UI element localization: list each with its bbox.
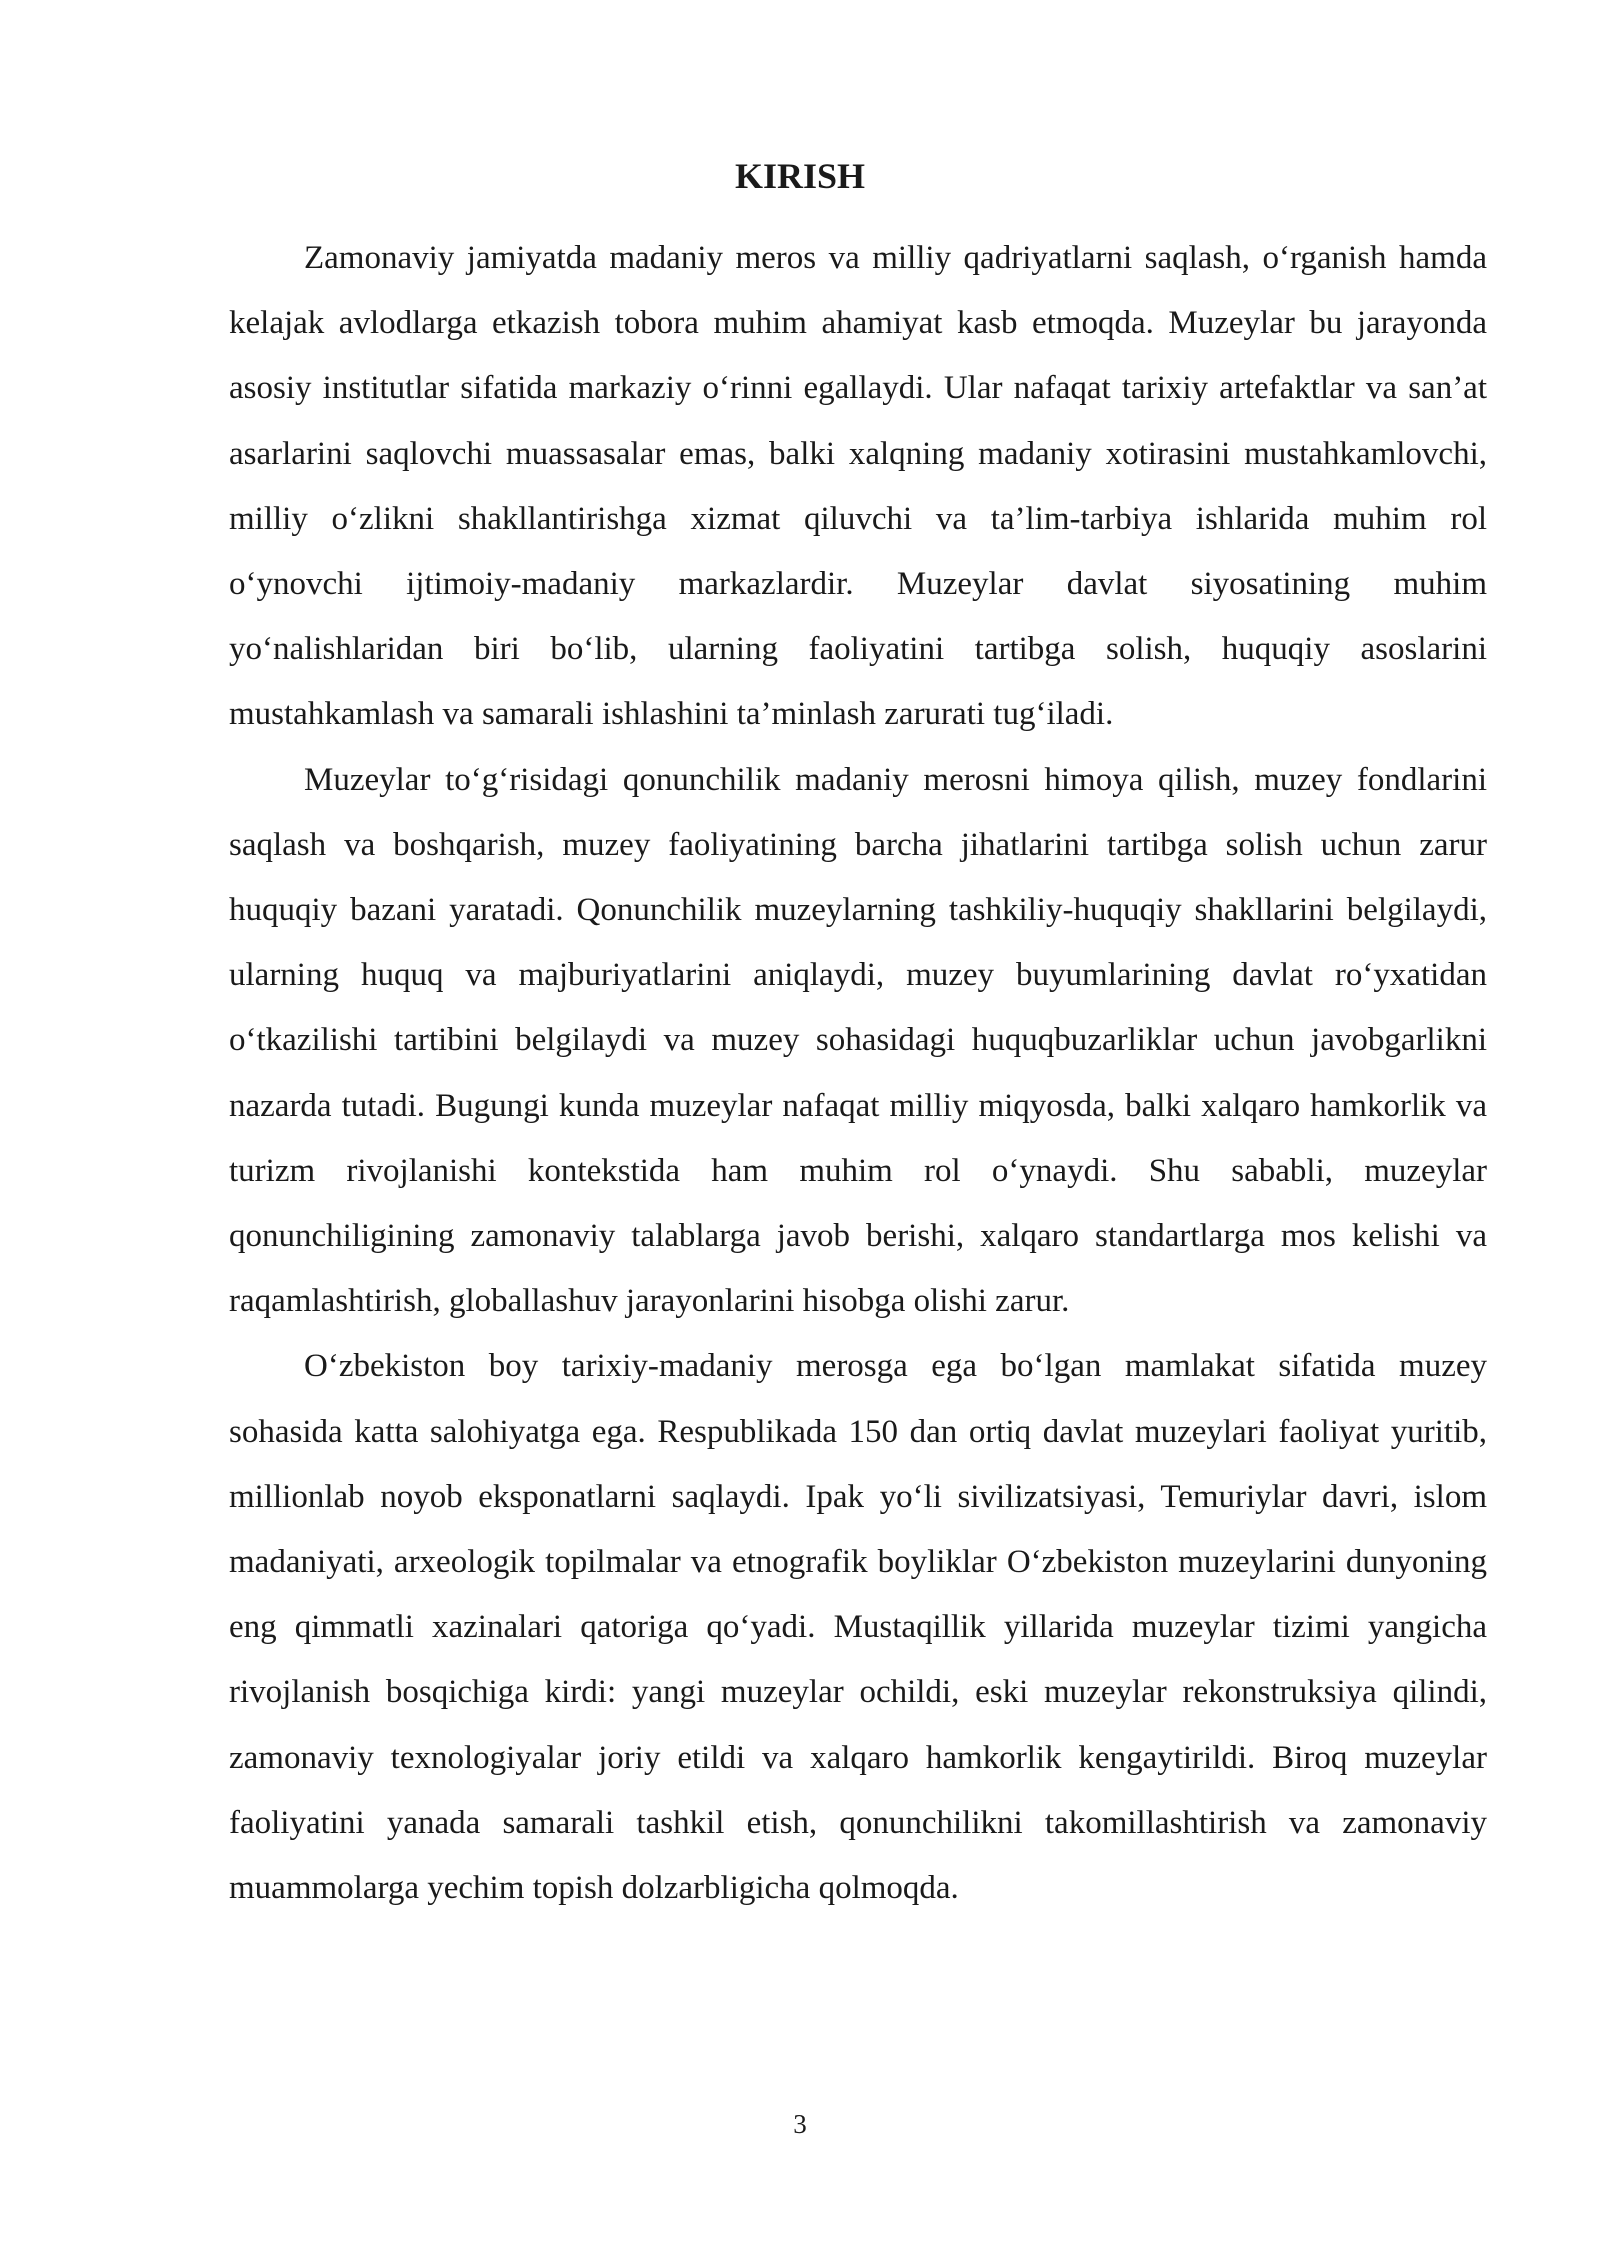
page-number: 3 <box>793 2109 807 2139</box>
paragraph-2: Muzeylar to‘g‘risidagi qonunchilik madaniy merosni himoya qilish, muzey fondlarini saqlash va boshqarish, muzey faoliyatining barcha jihatlarini tartibga solish uchun zarur huquqiy bazani yaratadi. Qonunchilik muzeylarning tashkiliy-huquqiy shakllarini belgilaydi, ularning huquq va majburiyatlarini aniqlaydi, muzey buyumlarining davlat ro‘yxatidan o‘tkazilishi tartibini belgilaydi va muzey sohasidagi huquqbuzarliklar uchun javobgarlikni nazarda tutadi. Bugungi kunda muzeylar nafaqat milliy miqyosda, balki xalqaro hamkorlik va turizm rivojlanishi kontekstida ham muhim rol o‘ynaydi. Shu sababli, muzeylar qonunchiligining zamonaviy talablarga javob berishi, xalqaro standartlarga mos kelishi va raqamlashtirish, globallashuv jarayonlarini hisobga olishi zarur. <box>229 761 1487 1320</box>
paragraph-1: Zamonaviy jamiyatda madaniy meros va milliy qadriyatlarni saqlash, o‘rganish hamda kelajak avlodlarga etkazish tobora muhim ahamiyat kasb etmoqda. Muzeylar bu jarayonda asosiy institutlar sifatida markaziy o‘rinni egallaydi. Ular nafaqat tarixiy artefaktlar va san’at asarlarini saqlovchi muassasalar emas, balki xalqning madaniy xotirasini mustahkamlovchi, milliy o‘zlikni shakllantirishga xizmat qiluvchi va ta’lim-tarbiya ishlarida muhim rol o‘ynovchi ijtimoiy-madaniy markazlardir. Muzeylar davlat siyosatining muhim yo‘nalishlaridan biri bo‘lib, ularning faoliyatini tartibga solish, huquqiy asoslarini mustahkamlash va samarali ishlashini ta’minlash zarurati tug‘iladi. <box>229 240 1487 733</box>
section-title: KIRISH <box>734 156 866 196</box>
paragraph-3: O‘zbekiston boy tarixiy-madaniy merosga ega bo‘lgan mamlakat sifatida muzey sohasida katta salohiyatga ega. Respublikada 150 dan ortiq davlat muzeylari faoliyat yuritib, millionlab noyob eksponatlarni saqlaydi. Ipak yo‘li sivilizatsiyasi, Temuriylar davri, islom madaniyati, arxeologik topilmalar va etnografik boyliklar O‘zbekiston muzeylarini dunyoning eng qimmatli xazinalari qatoriga qo‘yadi. Mustaqillik yillarida muzeylar tizimi yangicha rivojlanish bosqichiga kirdi: yangi muzeylar ochildi, eski muzeylar rekonstruksiya qilindi, zamonaviy texnologiyalar joriy etildi va xalqaro hamkorlik kengaytirildi. Biroq muzeylar faoliyatini yanada samarali tashkil etish, qonunchilikni takomillashtirish va zamonaviy muammolarga yechim topish dolzarbligicha qolmoqda. <box>229 1348 1487 1907</box>
body-text <box>229 226 1487 1921</box>
